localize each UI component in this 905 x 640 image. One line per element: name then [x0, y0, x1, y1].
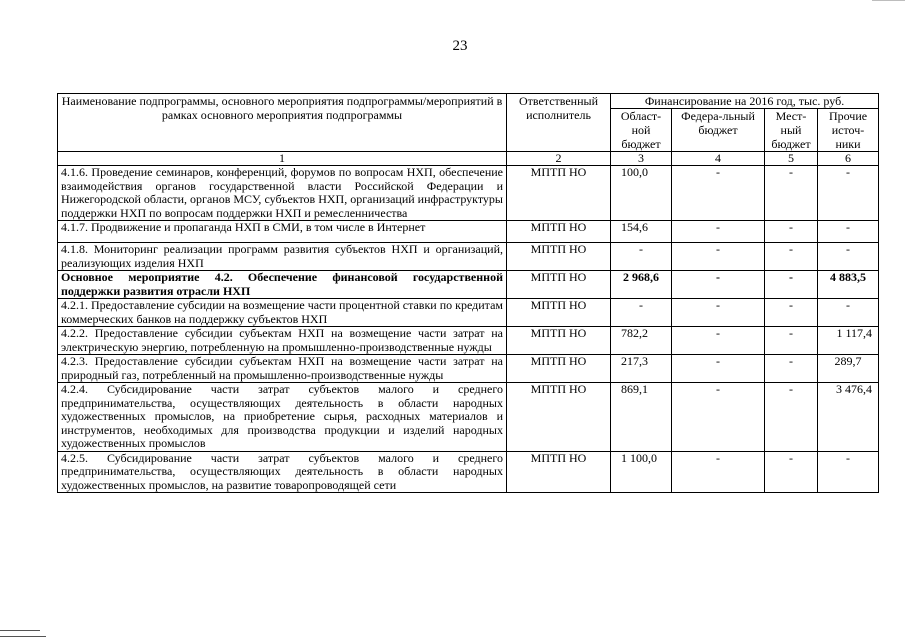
row-federal-budget: -: [672, 243, 765, 271]
table-row: [58, 166, 879, 221]
header-financing-title: Финансирование на 2016 год, тыс. руб.: [611, 94, 879, 109]
table-row: [58, 327, 879, 355]
header-federal-budget: Федера-льный бюджет: [672, 109, 765, 152]
header-responsible-column: Ответственный исполнитель: [507, 94, 611, 152]
row-local-budget: -: [765, 271, 818, 299]
row-other-sources: 1 117,4: [818, 327, 879, 355]
row-other-sources: -: [818, 243, 879, 271]
row-federal-budget: -: [672, 221, 765, 243]
table-row: [58, 451, 879, 493]
row-federal-budget: -: [672, 451, 765, 493]
row-other-sources: -: [818, 299, 879, 327]
row-local-budget: -: [765, 299, 818, 327]
row-responsible: МПТП НО: [507, 327, 611, 355]
row-name: 4.1.7. Продвижение и пропаганда НХП в СМИ, в том числе в Интернет: [58, 221, 507, 243]
row-name: Основное мероприятие 4.2. Обеспечение финансовой государственной поддержки развития отрасли НХП: [58, 271, 507, 299]
header-local-budget: Мест-ный бюджет: [765, 109, 818, 152]
scan-edge-line: [872, 0, 905, 1]
row-name: 4.2.1. Предоставление субсидии на возмещение части процентной ставки по кредитам коммерческих банков на поддержку субъектов НХП: [58, 299, 507, 327]
row-regional-budget: 869,1: [611, 383, 672, 452]
row-federal-budget: -: [672, 271, 765, 299]
row-name: 4.2.3. Предоставление субсидии субъектам НХП на возмещение части затрат на природный газ, потребленный на промышленно-производственные нужды: [58, 355, 507, 383]
row-other-sources: -: [818, 221, 879, 243]
row-regional-budget: 2 968,6: [611, 271, 672, 299]
column-number: 3: [611, 152, 672, 166]
row-federal-budget: -: [672, 299, 765, 327]
row-other-sources: 4 883,5: [818, 271, 879, 299]
row-responsible: МПТП НО: [507, 355, 611, 383]
header-other-sources: Прочие источ-ники: [818, 109, 879, 152]
row-responsible: МПТП НО: [507, 299, 611, 327]
row-other-sources: 289,7: [818, 355, 879, 383]
row-responsible: МПТП НО: [507, 221, 611, 243]
row-regional-budget: -: [611, 299, 672, 327]
row-name: 4.1.8. Мониторинг реализации программ развития субъектов НХП и организаций, реализующих изделия НХП: [58, 243, 507, 271]
row-regional-budget: 1 100,0: [611, 451, 672, 493]
row-name: 4.2.4. Субсидирование части затрат субъектов малого и среднего предпринимательства, осуществляющих деятельность в области народных художественных промыслов, на приобретение сырья, расходных материалов и инструментов, необходимых для производства продукции и изделий народных художественных промыслов: [58, 383, 507, 452]
column-number: 6: [818, 152, 879, 166]
table-row: [58, 221, 879, 243]
row-name: 4.1.6. Проведение семинаров, конференций, форумов по вопросам НХП, обеспечение взаимодействия органов государственной власти Российской Федерации и Нижегородской области, органов МСУ, субъектов НХП, организаций инфраструктуры поддержки НХП по вопросам поддержки НХП и ремесленничества: [58, 166, 507, 221]
page-number: 23: [452, 38, 468, 54]
row-local-budget: -: [765, 243, 818, 271]
table-row: [58, 383, 879, 452]
row-local-budget: -: [765, 383, 818, 452]
row-responsible: МПТП НО: [507, 271, 611, 299]
row-local-budget: -: [765, 221, 818, 243]
row-name: 4.2.5. Субсидирование части затрат субъектов малого и среднего предпринимательства, осуществляющих деятельность в области народных художественных промыслов, на развитие товаропроводящей сети: [58, 451, 507, 493]
column-number: 4: [672, 152, 765, 166]
header-regional-budget: Област-ной бюджет: [611, 109, 672, 152]
row-local-budget: -: [765, 166, 818, 221]
row-responsible: МПТП НО: [507, 243, 611, 271]
row-other-sources: -: [818, 166, 879, 221]
row-regional-budget: 100,0: [611, 166, 672, 221]
row-regional-budget: 154,6: [611, 221, 672, 243]
row-responsible: МПТП НО: [507, 166, 611, 221]
table-row: [58, 271, 879, 299]
table-row: [58, 243, 879, 271]
header-name-column: Наименование подпрограммы, основного мероприятия подпрограммы/мероприятий в рамках основного мероприятия подпрограммы: [58, 94, 507, 152]
row-local-budget: -: [765, 451, 818, 493]
row-regional-budget: 217,3: [611, 355, 672, 383]
row-federal-budget: -: [672, 355, 765, 383]
row-regional-budget: -: [611, 243, 672, 271]
row-other-sources: -: [818, 451, 879, 493]
row-responsible: МПТП НО: [507, 383, 611, 452]
scan-edge-line: [0, 636, 46, 637]
table-row: [58, 299, 879, 327]
column-number: 2: [507, 152, 611, 166]
column-number: 5: [765, 152, 818, 166]
column-number: 1: [58, 152, 507, 166]
row-federal-budget: -: [672, 166, 765, 221]
row-local-budget: -: [765, 355, 818, 383]
row-responsible: МПТП НО: [507, 451, 611, 493]
row-federal-budget: -: [672, 383, 765, 452]
financing-table: [57, 93, 879, 493]
row-name: 4.2.2. Предоставление субсидии субъектам НХП на возмещение части затрат на электрическую энергию, потребленную на промышленно-производственные нужды: [58, 327, 507, 355]
row-other-sources: 3 476,4: [818, 383, 879, 452]
row-federal-budget: -: [672, 327, 765, 355]
table-row: [58, 355, 879, 383]
row-regional-budget: 782,2: [611, 327, 672, 355]
row-local-budget: -: [765, 327, 818, 355]
scan-edge-line: [0, 630, 40, 631]
